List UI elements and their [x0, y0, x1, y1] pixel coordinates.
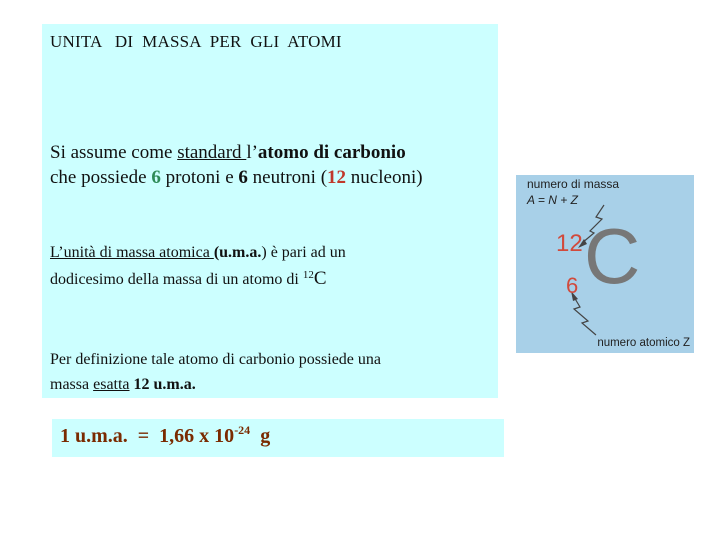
mass-number-label: numero di massa	[527, 177, 620, 191]
carbon-symbol: C	[313, 268, 327, 289]
text: dodicesimo della massa di un atomo di	[50, 271, 303, 288]
element-symbol: C	[584, 212, 641, 300]
formula-text: 1 u.m.a. = 1,66 x 10	[60, 425, 235, 447]
uma-definition-paragraph	[50, 240, 346, 293]
exact-word: esatta	[93, 376, 130, 393]
carbon-atom-term: atomo di carbonio	[257, 142, 406, 163]
uma-term: L’unità di massa atomica	[50, 244, 214, 261]
text: neutroni (	[247, 167, 328, 188]
formula-exponent: -24	[234, 423, 251, 437]
text: l’	[246, 142, 258, 163]
protons-count: 6	[151, 167, 161, 188]
text: che possiede	[50, 167, 152, 188]
text: nucleoni)	[346, 167, 423, 188]
neutrons-count: 6	[238, 167, 248, 188]
carbon-notation-figure	[516, 175, 694, 353]
mass-number-value: 12	[556, 230, 583, 257]
standard-word: standard	[177, 142, 247, 163]
nucleons-count: 12	[327, 167, 347, 188]
text: massa	[50, 376, 94, 393]
content-panel	[42, 24, 498, 398]
text: Si assume come	[50, 142, 178, 163]
isotope-mass-superscript: 12	[302, 269, 314, 281]
standard-paragraph	[50, 140, 423, 190]
uma-formula	[60, 425, 270, 448]
text: protoni e	[160, 167, 239, 188]
exact-mass-paragraph	[50, 347, 381, 397]
atomic-number-label: numero atomico Z	[597, 337, 690, 349]
page-title: UNITA DI MASSA PER GLI ATOMI	[50, 32, 342, 51]
uma-abbreviation: (u.m.a.	[213, 244, 262, 261]
text: Per definizione tale atomo di carbonio possiede una	[50, 351, 382, 368]
atomic-number-value: 6	[566, 273, 579, 298]
formula-unit: g	[250, 425, 271, 447]
text: ) è pari ad un	[261, 244, 346, 261]
mass-number-equation: A = N + Z	[527, 193, 578, 207]
exact-mass-value: 12 u.m.a.	[129, 376, 196, 393]
